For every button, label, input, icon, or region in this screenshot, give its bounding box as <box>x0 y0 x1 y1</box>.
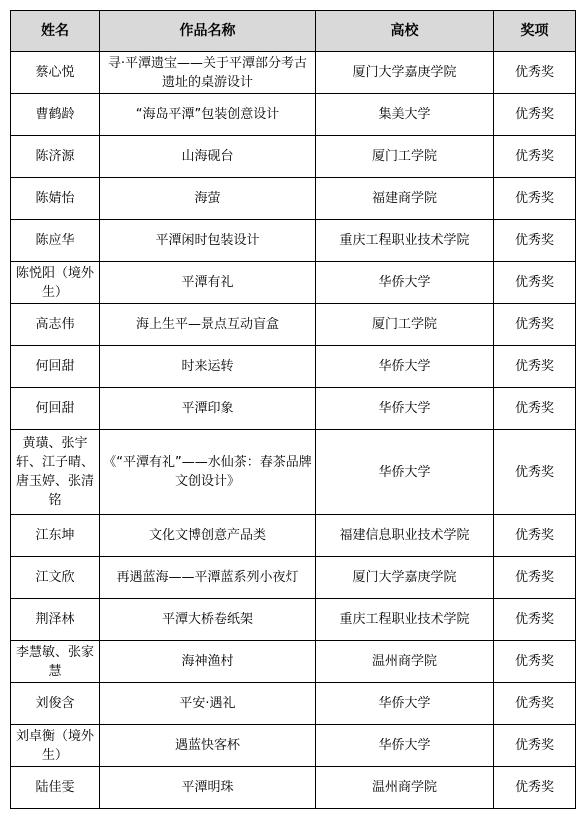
name-cell: 何回甜 <box>11 388 100 430</box>
header-school: 高校 <box>316 11 494 52</box>
award-cell: 优秀奖 <box>494 94 576 136</box>
award-cell: 优秀奖 <box>494 178 576 220</box>
name-cell: 江东坤 <box>11 515 100 557</box>
table-row <box>11 599 576 641</box>
school-cell: 厦门大学嘉庚学院 <box>316 557 494 599</box>
award-cell: 优秀奖 <box>494 52 576 94</box>
school-cell: 温州商学院 <box>316 641 494 683</box>
school-cell: 华侨大学 <box>316 430 494 515</box>
table-row <box>11 136 576 178</box>
award-cell: 优秀奖 <box>494 557 576 599</box>
school-cell: 厦门工学院 <box>316 304 494 346</box>
name-cell: 刘俊含 <box>11 683 100 725</box>
table-row <box>11 767 576 809</box>
table-row <box>11 515 576 557</box>
awards-table <box>10 10 576 809</box>
award-cell: 优秀奖 <box>494 683 576 725</box>
table-row <box>11 220 576 262</box>
school-cell: 福建信息职业技术学院 <box>316 515 494 557</box>
work-cell: 遇蓝快客杯 <box>100 725 316 767</box>
award-cell: 优秀奖 <box>494 304 576 346</box>
table-row <box>11 641 576 683</box>
name-cell: 陈悦阳（境外生） <box>11 262 100 304</box>
award-cell: 优秀奖 <box>494 641 576 683</box>
name-cell: 蔡心悦 <box>11 52 100 94</box>
name-cell: 李慧敏、张家慧 <box>11 641 100 683</box>
award-cell: 优秀奖 <box>494 136 576 178</box>
award-cell: 优秀奖 <box>494 767 576 809</box>
name-cell: 陈婧怡 <box>11 178 100 220</box>
header-name: 姓名 <box>11 11 100 52</box>
school-cell: 厦门大学嘉庚学院 <box>316 52 494 94</box>
name-cell: 陈济源 <box>11 136 100 178</box>
work-cell: 海神渔村 <box>100 641 316 683</box>
work-cell: 时来运转 <box>100 346 316 388</box>
table-row <box>11 683 576 725</box>
table-row <box>11 430 576 515</box>
school-cell: 重庆工程职业技术学院 <box>316 220 494 262</box>
award-cell: 优秀奖 <box>494 430 576 515</box>
table-row <box>11 346 576 388</box>
table-row <box>11 178 576 220</box>
work-cell: 平安·遇礼 <box>100 683 316 725</box>
school-cell: 温州商学院 <box>316 767 494 809</box>
header-row <box>11 11 576 52</box>
table-row <box>11 262 576 304</box>
name-cell: 黄璜、张宇轩、江子晴、唐玉婷、张清铭 <box>11 430 100 515</box>
school-cell: 华侨大学 <box>316 683 494 725</box>
school-cell: 重庆工程职业技术学院 <box>316 599 494 641</box>
name-cell: 陆佳雯 <box>11 767 100 809</box>
school-cell: 集美大学 <box>316 94 494 136</box>
name-cell: 刘卓衡（境外生） <box>11 725 100 767</box>
table-row <box>11 94 576 136</box>
work-cell: 《“平潭有礼”——水仙茶：春茶品牌文创设计》 <box>100 430 316 515</box>
work-cell: 海萤 <box>100 178 316 220</box>
name-cell: 荆泽林 <box>11 599 100 641</box>
school-cell: 福建商学院 <box>316 178 494 220</box>
name-cell: 江文欣 <box>11 557 100 599</box>
school-cell: 华侨大学 <box>316 725 494 767</box>
work-cell: 文化文博创意产品类 <box>100 515 316 557</box>
name-cell: 何回甜 <box>11 346 100 388</box>
work-cell: 平潭印象 <box>100 388 316 430</box>
school-cell: 厦门工学院 <box>316 136 494 178</box>
table-row <box>11 557 576 599</box>
school-cell: 华侨大学 <box>316 346 494 388</box>
table-row <box>11 388 576 430</box>
table-row <box>11 725 576 767</box>
table-row <box>11 52 576 94</box>
name-cell: 高志伟 <box>11 304 100 346</box>
award-cell: 优秀奖 <box>494 599 576 641</box>
work-cell: 寻·平潭遗宝——关于平潭部分考古遗址的桌游设计 <box>100 52 316 94</box>
header-award: 奖项 <box>494 11 576 52</box>
award-cell: 优秀奖 <box>494 262 576 304</box>
award-cell: 优秀奖 <box>494 725 576 767</box>
table-body <box>11 52 576 809</box>
header-work: 作品名称 <box>100 11 316 52</box>
work-cell: 再遇蓝海——平潭蓝系列小夜灯 <box>100 557 316 599</box>
school-cell: 华侨大学 <box>316 262 494 304</box>
work-cell: 平潭明珠 <box>100 767 316 809</box>
work-cell: 平潭有礼 <box>100 262 316 304</box>
award-cell: 优秀奖 <box>494 346 576 388</box>
work-cell: 山海砚台 <box>100 136 316 178</box>
work-cell: 平潭闲时包装设计 <box>100 220 316 262</box>
table-row <box>11 304 576 346</box>
school-cell: 华侨大学 <box>316 388 494 430</box>
award-cell: 优秀奖 <box>494 220 576 262</box>
award-cell: 优秀奖 <box>494 515 576 557</box>
name-cell: 曹鹤龄 <box>11 94 100 136</box>
work-cell: “海岛平潭”包装创意设计 <box>100 94 316 136</box>
award-cell: 优秀奖 <box>494 388 576 430</box>
work-cell: 平潭大桥卷纸架 <box>100 599 316 641</box>
name-cell: 陈应华 <box>11 220 100 262</box>
work-cell: 海上生平—景点互动盲盒 <box>100 304 316 346</box>
